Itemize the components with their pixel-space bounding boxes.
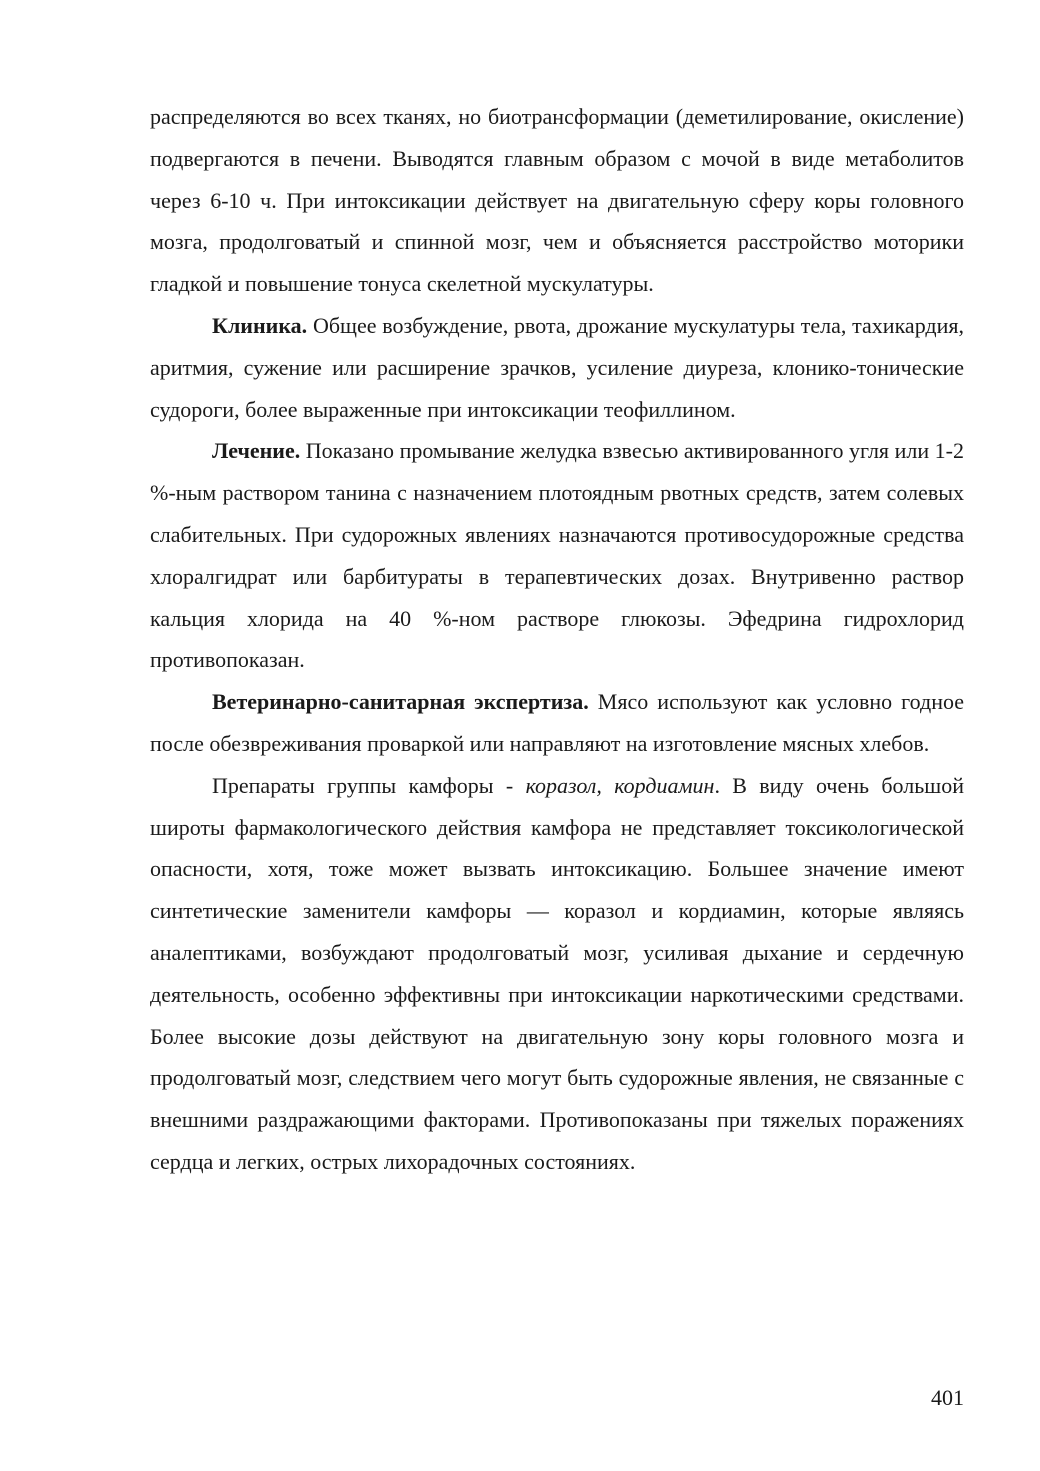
page-number: 401 <box>931 1385 964 1410</box>
paragraph-clinic-text: Общее возбуждение, рвота, дрожание мускулатуры тела, тахикардия, аритмия, сужение или расширение зрачков, усиление диуреза, клонико-тонические судороги, более выраженные при интоксикации теофиллином. <box>150 312 964 422</box>
paragraph-camphor <box>150 765 964 1183</box>
paragraph-camphor-intro: Препараты группы камфоры - <box>212 772 526 798</box>
heading-clinic: Клиника. <box>212 312 308 338</box>
heading-treatment: Лечение. <box>212 438 301 464</box>
body-text <box>150 96 964 1183</box>
paragraph-distribution <box>150 96 964 305</box>
paragraph-vet-expertise <box>150 681 964 765</box>
paragraph-vet-expertise-text: Мясо используют как условно годное после обезвреживания проваркой или направляют на изготовление мясных хлебов. <box>150 689 964 756</box>
paragraph-camphor-text: . В виду очень большой широты фармакологического действия камфора не представляет токсикологической опасности, хотя, тоже может вызвать интоксикацию. Большее значение имеют синтетические заменители камфоры — коразол и кордиамин, которые являясь аналептиками, возбуждают продолговатый мозг, усиливая дыхание и сердечную деятельность, особенно эффективны при интоксикации наркотическими средствами. Более высокие дозы действуют на двигательную зону коры головного мозга и продолговатый мозг, следствием чего могут быть судорожные явления, не связанные с внешними раздражающими факторами. Противопоказаны при тяжелых поражениях сердца и легких, острых лихорадочных состояниях. <box>150 772 964 1174</box>
heading-vet-expertise: Ветеринарно-санитарная экспертиза. <box>212 689 589 715</box>
paragraph-treatment-text: Показано промывание желудка взвесью активированного угля или 1-2 %-ным раствором танина с назначением плотоядным рвотных средств, затем солевых слабительных. При судорожных явлениях назначаются противосудорожные средства хлоралгидрат или барбитураты в терапевтических дозах. Внутривенно раствор кальция хлорида на 40 %-ном растворе глюкозы. Эфедрина гидрохлорид противопоказан. <box>150 438 964 673</box>
paragraph-distribution-text: распределяются во всех тканях, но биотрансформации (деметилирование, окисление) подвергаются в печени. Выводятся главным образом с мочой в виде метаболитов через 6-10 ч. При интоксикации действует на двигательную сферу коры головного мозга, продолговатый и спинной мозг, чем и объясняется расстройство моторики гладкой и повышение тонуса скелетной мускулатуры. <box>150 104 964 297</box>
paragraph-clinic <box>150 305 964 430</box>
paragraph-treatment <box>150 430 964 681</box>
camphor-drug-names: коразол, кордиамин <box>525 772 715 798</box>
